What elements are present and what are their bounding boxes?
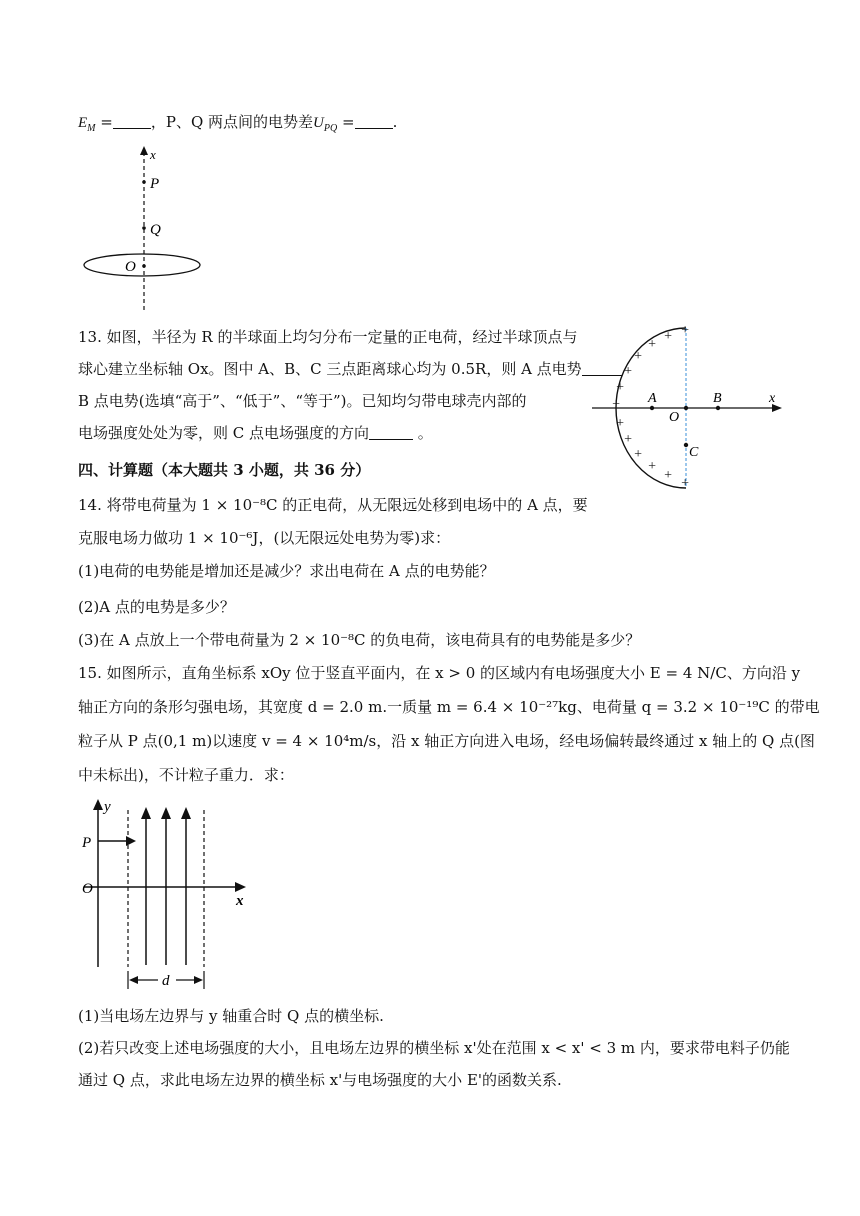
svg-text:+: + xyxy=(680,323,690,338)
svg-text:+: + xyxy=(623,432,633,447)
q15-line-3: 粒子从 P 点(0,1 m)以速度 v = 4 × 10⁴m/s，沿 x 轴正方向进入电场，经电场偏转最终通过 x 轴上的 Q 点(图 xyxy=(78,732,815,750)
q15-line-1: 15. 如图所示，直角坐标系 xOy 位于竖直平面内，在 x > 0 的区域内有电场强度大小 E = 4 N/C、方向沿 y xyxy=(78,664,801,682)
q15-part-1: (1)当电场左边界与 y 轴重合时 Q 点的横坐标. xyxy=(78,1007,384,1025)
point-p-label: P xyxy=(82,835,92,851)
field-lines xyxy=(141,807,191,965)
velocity-arrowhead xyxy=(126,836,136,846)
x-axis-arrow xyxy=(140,146,148,155)
q14-part-3: (3)在 A 点放上一个带电荷量为 2 × 10⁻⁸C 的负电荷，该电荷具有的电势能是多少？ xyxy=(78,631,641,649)
label-a: A xyxy=(648,391,657,406)
svg-text:+: + xyxy=(615,416,625,431)
q14-line-1: 14. 将带电荷量为 1 × 10⁻⁸C 的正电荷，从无限远处移到电场中的 A 点，要 xyxy=(78,496,588,514)
q13-line-3: B 点电势(选填“高于”、“低于”、“等于”)。已知均匀带电球壳内部的 xyxy=(78,392,527,410)
point-o xyxy=(142,264,146,268)
label-b: B xyxy=(713,391,722,406)
svg-text:+: + xyxy=(647,337,657,352)
svg-text:+: + xyxy=(633,447,643,462)
q14-part-2: (2)A 点的电势是多少？ xyxy=(78,598,235,616)
axis-ox-label: x xyxy=(769,391,776,406)
x-axis-label: x xyxy=(150,147,156,162)
label-p: P xyxy=(150,176,160,192)
figure-q12-ring-axis xyxy=(78,140,218,315)
point-c xyxy=(684,443,688,447)
answer-blank-q13-2[interactable] xyxy=(369,425,413,440)
q13-line-1: 13. 如图，半径为 R 的半球面上均匀分布一定量的正电荷，经过半球顶点与 xyxy=(78,328,578,346)
q14-line-2: 克服电场力做功 1 × 10⁻⁶J，(以无限远处电势为零)求： xyxy=(78,529,451,547)
svg-text:+: + xyxy=(611,397,621,412)
upq-symbol: $U_{PQ}$ xyxy=(313,115,338,134)
svg-text:+: + xyxy=(647,459,657,474)
origin-label: O xyxy=(82,881,93,897)
q12-mid-text: ，P、Q 两点间的电势差 xyxy=(150,113,314,131)
figure-q15-field-strip xyxy=(78,795,258,995)
point-b xyxy=(716,406,720,410)
q15-part-2-line-1: (2)若只改变上述电场强度的大小，且电场左边界的横坐标 x'处在范围 x < x' < 3 m 内，要求带电料子仍能 xyxy=(78,1039,790,1057)
point-o-center xyxy=(684,406,688,410)
label-q: Q xyxy=(150,222,161,238)
svg-text:+: + xyxy=(615,380,625,395)
q12-answer-line: $E_M$ = ，P、Q 两点间的电势差$U_{PQ}$ = . xyxy=(78,113,398,134)
y-axis-arrow xyxy=(93,799,103,810)
figure-q13-hemisphere xyxy=(588,318,788,493)
x-axis-arrow xyxy=(235,882,246,892)
point-p xyxy=(142,180,146,184)
width-label-d: d xyxy=(162,973,170,989)
q15-part-2-line-2: 通过 Q 点，求此电场左边界的横坐标 x'与电场强度的大小 E'的函数关系. xyxy=(78,1071,562,1089)
svg-text:+: + xyxy=(663,468,673,483)
q15-line-4: 中未标出)，不计粒子重力．求： xyxy=(78,766,294,784)
q13-line-4: 电场强度处处为零，则 C 点电场强度的方向 。 xyxy=(78,424,433,442)
charged-ring xyxy=(84,254,200,276)
svg-text:+: + xyxy=(663,329,673,344)
y-axis-label: y xyxy=(104,799,111,815)
point-q xyxy=(142,226,146,230)
q13-line-2: 球心建立坐标轴 Ox。图中 A、B、C 三点距离球心均为 0.5R，则 A 点电势 xyxy=(78,359,622,379)
section-4-title: 四、计算题（本大题共 3 小题，共 36 分） xyxy=(78,461,371,479)
answer-blank-upq[interactable] xyxy=(355,114,393,129)
label-o: O xyxy=(125,259,136,275)
svg-text:+: + xyxy=(680,476,690,491)
svg-text:+: + xyxy=(633,349,643,364)
em-symbol: $E_M$ xyxy=(78,115,96,134)
point-a xyxy=(650,406,654,410)
q15-line-2: 轴正方向的条形匀强电场，其宽度 d = 2.0 m.一质量 m = 6.4 × 10⁻²⁷kg、电荷量 q = 3.2 × 10⁻¹⁹C 的带电 xyxy=(78,698,820,716)
label-o: O xyxy=(669,410,680,425)
label-c: C xyxy=(689,445,699,460)
answer-blank-em[interactable] xyxy=(113,114,151,129)
q14-part-1: (1)电荷的电势能是增加还是减少？求出电荷在 A 点的电势能？ xyxy=(78,562,495,580)
x-axis-label: x xyxy=(236,893,244,909)
svg-text:+: + xyxy=(623,364,633,379)
